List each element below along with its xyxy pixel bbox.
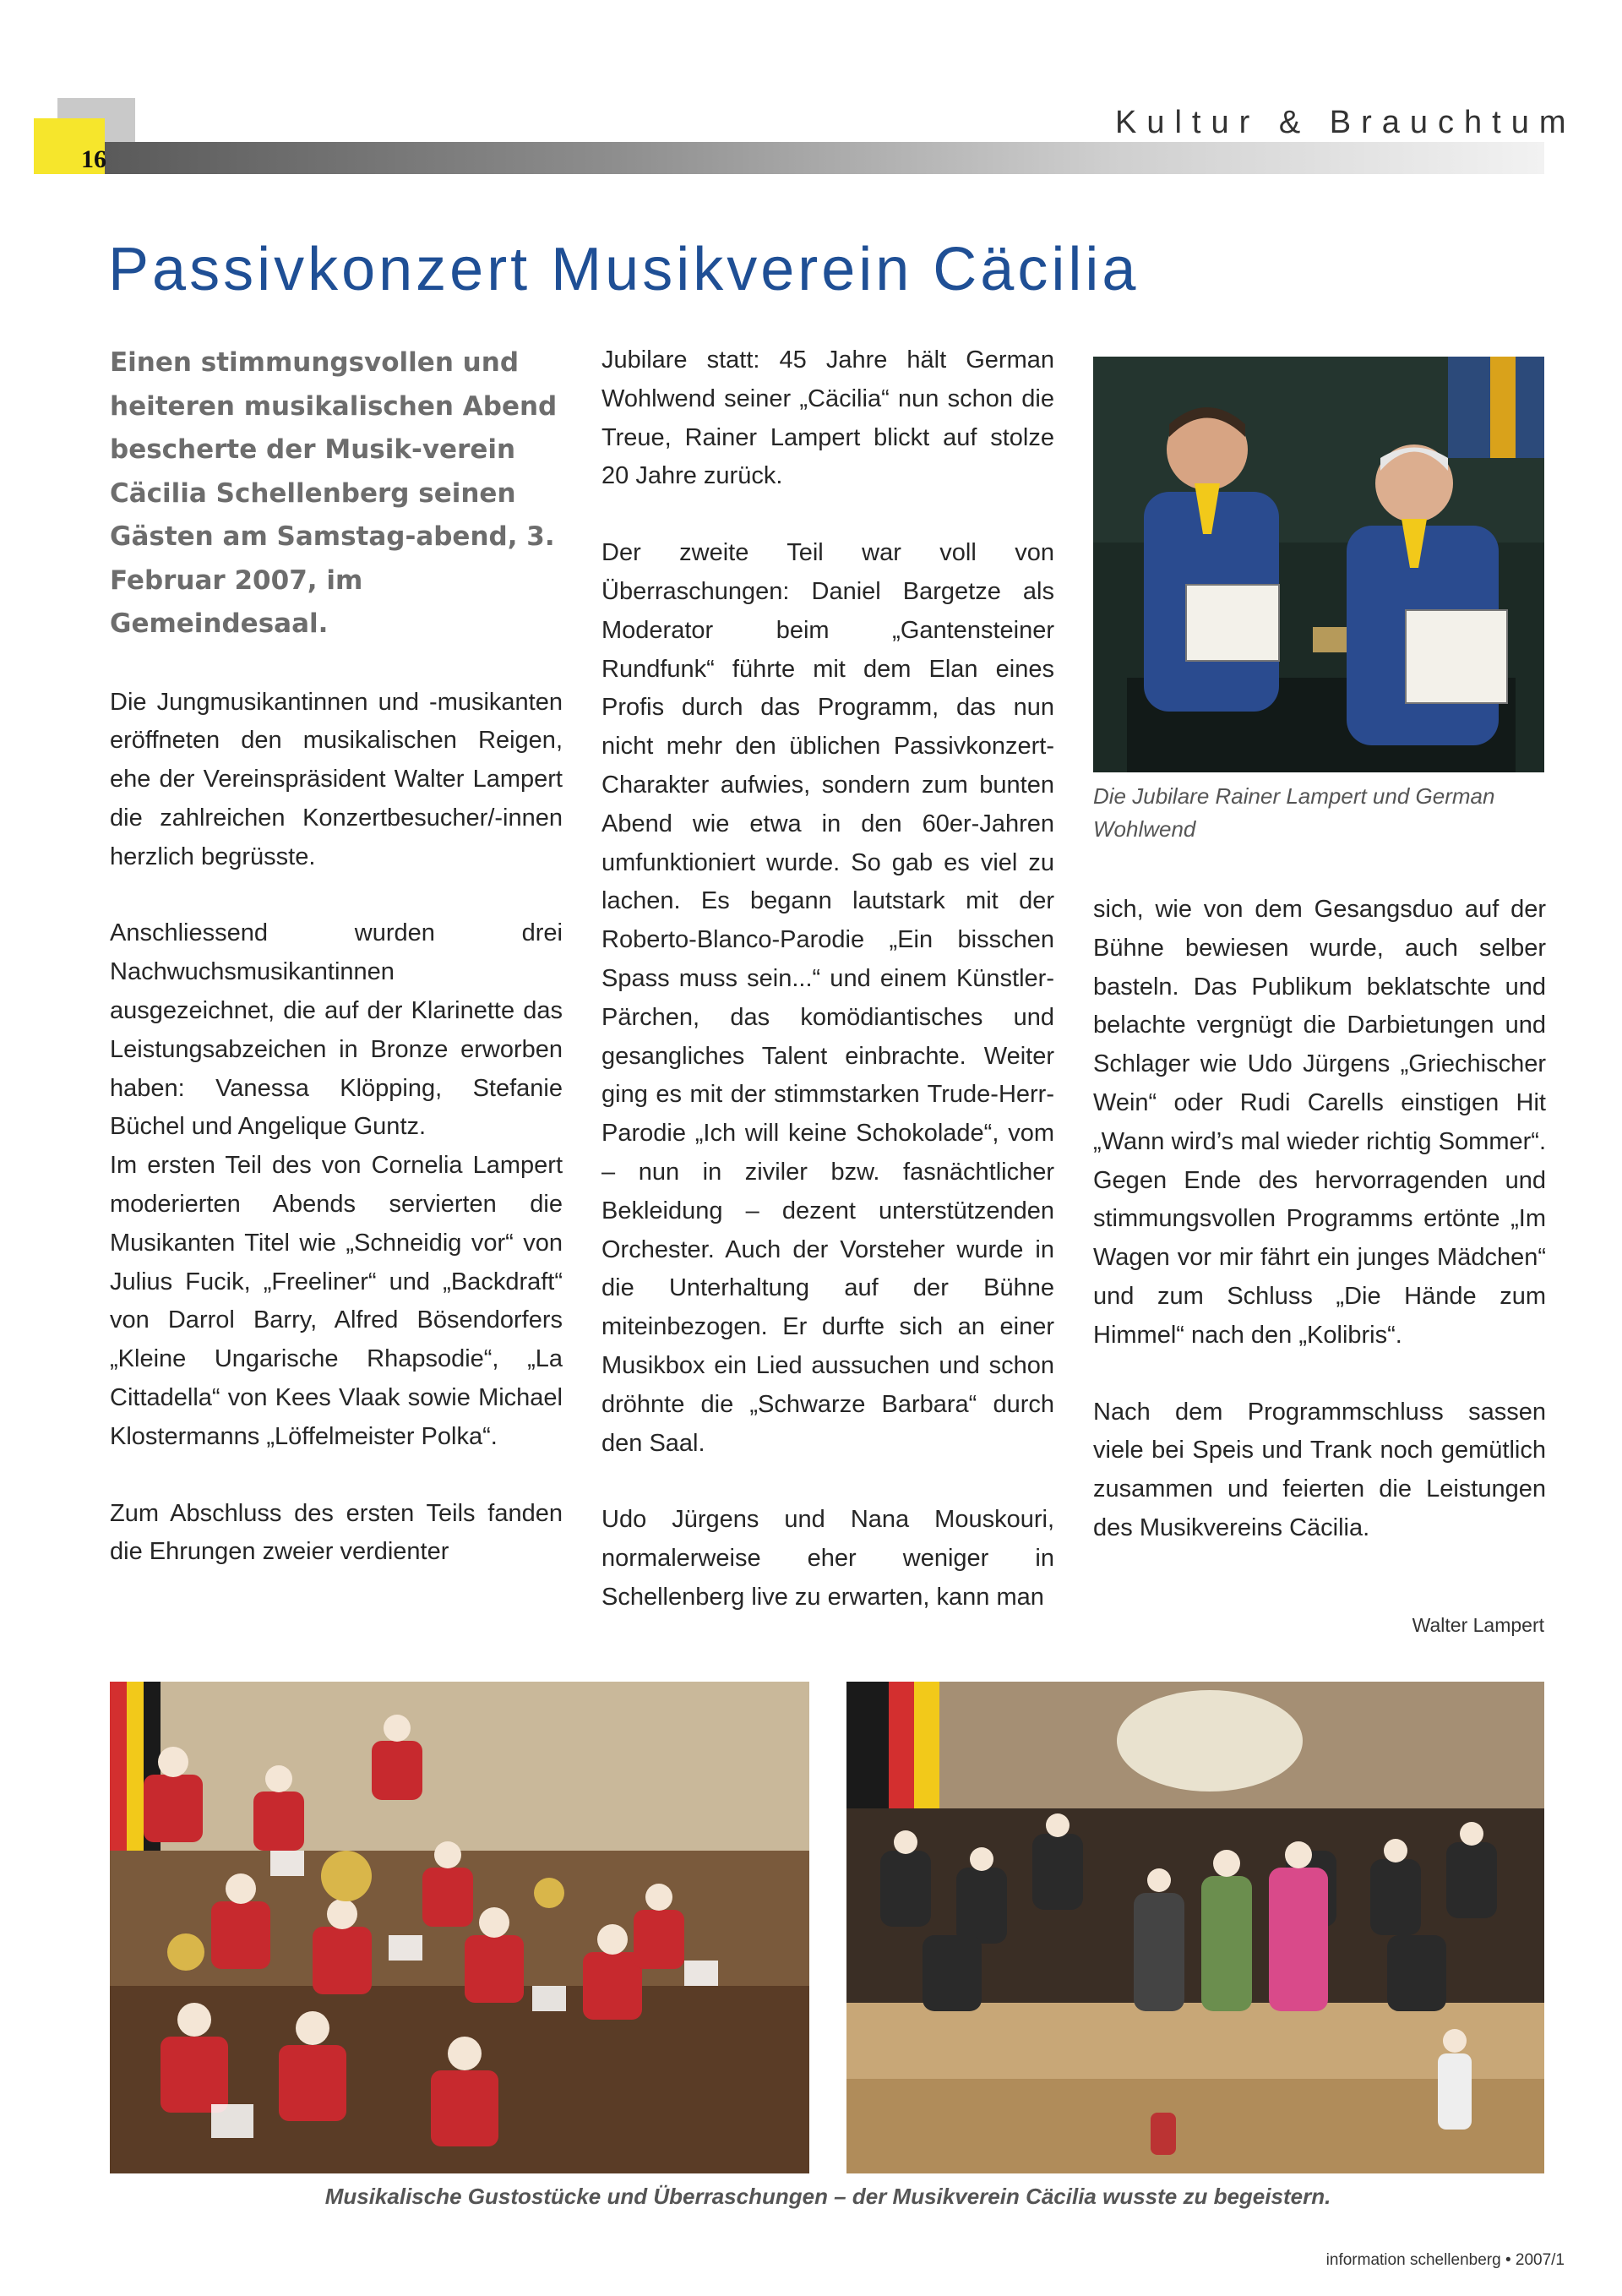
photo-orchestra [110, 1682, 809, 2173]
article-title: Passivkonzert Musikverein Cäcilia [108, 236, 1140, 303]
paragraph: Anschliessend wurden drei Nachwuchsmusikantinnen ausgezeichnet, die auf der Klarinette das Leistungsabzeichen in Bronze erworben haben: Vanessa Klöpping, Stefanie Büchel und Angelique Guntz. [110, 919, 563, 1141]
paragraph: Im ersten Teil des von Cornelia Lampert moderierten Abends servierten die Musikanten Titel wie „Schneidig vor“ von Julius Fucik, „Freeliner“ und „Backdraft“ von Darrol Barry, Alfred Bösendorfers „Kleine Ungarische Rhapsodie“, „La Cittadella“ von Kees Vlaak sowie Michael Klostermanns „Löffelmeister Polka“. [110, 1152, 563, 1450]
paragraph: Nach dem Programmschluss sassen viele bei Speis und Trank noch gemütlich zusammen und feierten die Leistungen des Musikvereins Cäcilia. [1093, 1398, 1546, 1541]
photo-jubilare [1093, 357, 1544, 772]
article-lead: Einen stimmungsvollen und heiteren musikalischen Abend bescherte der Musik-verein Cäcilia Schellenberg seinen Gästen am Samstag-abend, 3. Februar 2007, im Gemeindesaal. [110, 347, 558, 639]
page-footer: information schellenberg • 2007/1 [1325, 2251, 1565, 2269]
text-column-3 [1093, 891, 1546, 1548]
paragraph: Die Jungmusikantinnen und -musikanten eröffneten den musikalischen Reigen, ehe der Vereinspräsident Walter Lampert die zahlreichen Konzertbesucher/-innen herzlich begrüsste. [110, 688, 563, 870]
paragraph: Jubilare statt: 45 Jahre hält German Wohlwend seiner „Cäcilia“ nun schon die Treue, Rainer Lampert blickt auf stolze 20 Jahre zurück. [601, 346, 1054, 490]
photo-caption-bottom: Musikalische Gustostücke und Überraschungen – der Musikverein Cäcilia wusste zu begeistern. [324, 2184, 1331, 2209]
paragraph: sich, wie von dem Gesangsduo auf der Bühne bewiesen wurde, auch selber basteln. Das Publikum beklatschte und belachte vergnügt die Darbietungen und Schlager wie Udo Jürgens „Griechischer Wein“ oder Rudi Carells einstigen Hit „Wann wird’s mal wieder richtig Sommer“. Gegen Ende des hervorragenden und stimmungsvollen Programms ertönte „Im Wagen vor mir fährt ein junges Mädchen“ und zum Schluss „Die Hände zum Himmel“ nach den „Kolibris“. [1093, 896, 1546, 1349]
section-title: Kultur & Brauchtum [1115, 105, 1576, 140]
header-gradient-bar [105, 142, 1544, 174]
article-author: Walter Lampert [1412, 1614, 1544, 1636]
page-number: 16 [81, 145, 106, 173]
photo-stage-show [846, 1682, 1544, 2173]
text-column-1 [110, 341, 563, 1572]
text-column-2 [601, 341, 1054, 1617]
photo-caption-jubilare: Die Jubilare Rainer Lampert und German Wohlwend [1093, 783, 1495, 842]
paragraph: Der zweite Teil war voll von Überraschungen: Daniel Bargetze als Moderator beim „Gantensteiner Rundfunk“ führte mit dem Elan eines Profis durch das Programm, das nun nicht mehr den üblichen Passivkonzert-Charakter aufwies, sondern zum bunten Abend wie etwa in den 60er-Jahren umfunktioniert wurde. So gab es viel zu lachen. Es begann lautstark mit der Roberto-Blanco-Parodie „Ein bisschen Spass muss sein...“ und einem Künstler-Pärchen, das komödiantisches und gesangliches Talent einbrachte. Weiter ging es mit der stimmstarken Trude-Herr-Parodie „Ich will keine Schokolade“, vom – nun in ziviler bzw. fasnächtlicher Bekleidung – dezent unterstützenden Orchester. Auch der Vorsteher wurde in die Unterhaltung auf der Bühne miteinbezogen. Er durfte sich an einer Musikbox ein Lied aussuchen und schon dröhnte die „Schwarze Barbara“ durch den Saal. [601, 539, 1054, 1457]
paragraph: Zum Abschluss des ersten Teils fanden die Ehrungen zweier verdienter [110, 1499, 563, 1566]
paragraph: Udo Jürgens und Nana Mouskouri, normalerweise eher weniger in Schellenberg live zu erwarten, kann man [601, 1506, 1054, 1611]
